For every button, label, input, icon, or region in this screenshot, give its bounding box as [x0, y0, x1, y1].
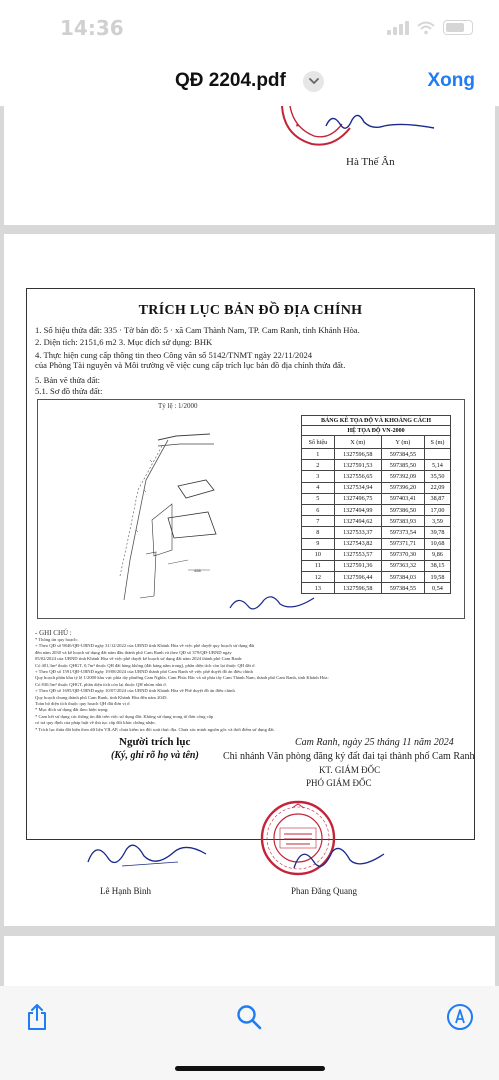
cell: 597385,50	[381, 460, 424, 471]
note-line: * Mục đích sử dụng đất theo hiện trạng:	[35, 707, 109, 713]
cell: 597384,55	[381, 449, 424, 460]
svg-text:✦: ✦	[293, 122, 301, 131]
document-title[interactable]: QĐ 2204.pdf	[175, 70, 286, 91]
pdf-page-previous[interactable]	[4, 106, 495, 225]
table-row	[302, 460, 451, 471]
share-icon	[25, 1003, 49, 1031]
table-subtitle: HỆ TỌA ĐỘ VN-2000	[302, 426, 451, 436]
cell: 1327553,57	[334, 549, 381, 560]
cell: 11	[302, 560, 335, 571]
deputy-director-name: Phan Đăng Quang	[291, 886, 357, 896]
notes-heading: - GHI CHÚ :	[35, 629, 72, 637]
status-icons	[387, 20, 473, 35]
signal-icon	[387, 21, 409, 35]
cell: 3	[302, 471, 335, 482]
signature-icon	[290, 838, 390, 882]
table-row	[302, 538, 451, 549]
note-line: Quy hoạch chung thành phố Cam Ranh, tỉnh Khánh Hòa đến năm 2045:	[35, 694, 168, 700]
kt-line: KT. GIÁM ĐỐC	[319, 765, 381, 775]
pdf-page-current[interactable]	[4, 234, 495, 926]
info-line: 1. Số hiệu thửa đất: 335 · Tờ bản đồ: 5 · xã Cam Thành Nam, TP. Cam Ranh, tỉnh Khánh Hòa.	[35, 325, 360, 335]
cell: 2	[302, 460, 335, 471]
cell: 0,54	[424, 583, 450, 594]
preparer-title: Người trích lục	[119, 736, 191, 748]
wifi-icon	[417, 21, 435, 35]
note-line: Quy hoạch phân khu tỷ lệ 1/2000 khu vực phía tây phường Cam Nghĩa, Cam Phúc Bắc và xã phía tây Cam Thành Nam, thành phố Cam Ranh, tỉnh Khánh Hòa:	[35, 675, 329, 681]
cell: 3,59	[424, 516, 450, 527]
parcel-map-drawing	[38, 400, 308, 618]
cell: 38,15	[424, 560, 450, 571]
status-time: 14:36	[60, 16, 124, 40]
info-line: 5.1. Sơ đồ thửa đất:	[35, 386, 103, 396]
note-line: Có 401,3m² thuộc QHGT, 0,7m² thuộc QH đất hàng không (đất bảng nằm trong), phần diện tích còn lại thuộc QH đất ở.	[35, 662, 256, 668]
signature-icon	[82, 832, 212, 876]
note-line: + Theo QĐ số 1591/QĐ-UBND ngày 19/08/2024 của UBND thành phố Cam Ranh về việc phê duyệt đồ án điều chỉnh	[35, 669, 253, 675]
date-line: Cam Ranh, ngày 25 tháng 11 năm 2024	[295, 737, 454, 748]
coordinate-table	[301, 415, 451, 594]
cell: 5	[302, 493, 335, 504]
note-line: 05/02/2024 của UBND tỉnh Khánh Hòa về việc phê duyệt kế hoạch sử dụng đất năm 2024 thành phố Cam Ranh:	[35, 656, 243, 662]
table-row	[302, 549, 451, 560]
cell: 597370,30	[381, 549, 424, 560]
signer-name: Hà Thế Ân	[346, 156, 395, 168]
note-line: có trả quy định của pháp luật về thủ tục cấp đổi khác chứng nhận.	[35, 720, 156, 726]
cell: 1327596,58	[334, 583, 381, 594]
table-row	[302, 449, 451, 460]
info-line: của Phòng Tài nguyên và Môi trường về việc cung cấp trích lục bản đồ địa chính thửa đất.	[35, 360, 346, 370]
svg-text:458: 458	[194, 568, 201, 573]
branch-line: Chi nhánh Văn phòng đăng ký đất đai tại thành phố Cam Ranh	[223, 751, 475, 762]
column-header: Số hiệu	[302, 436, 335, 449]
info-line: 2. Diện tích: 2151,6 m2 3. Mục đích sử dụng: BHK	[35, 337, 213, 347]
markup-icon	[446, 1003, 474, 1031]
cell: 1327496,75	[334, 493, 381, 504]
cell: 6	[302, 504, 335, 515]
cell: 22,09	[424, 482, 450, 493]
cadastral-extract-frame	[26, 288, 475, 840]
preparer-note: (Ký, ghi rõ họ và tên)	[111, 750, 199, 761]
note-line: * Thông tin quy hoạch:	[35, 637, 78, 642]
cell: 1327591,53	[334, 460, 381, 471]
cell: 38,87	[424, 493, 450, 504]
cell: 1327494,99	[334, 504, 381, 515]
cell: 4	[302, 482, 335, 493]
share-button[interactable]	[20, 1000, 54, 1034]
cell: 597386,50	[381, 504, 424, 515]
cell: 597384,55	[381, 583, 424, 594]
cell: 12	[302, 572, 335, 583]
table-row	[302, 516, 451, 527]
cell: 9	[302, 538, 335, 549]
cell: 7	[302, 516, 335, 527]
note-line: + Theo QĐ số 9840/QĐ-UBND ngày 31/12/2022 của UBND tỉnh Khánh Hòa về việc phê duyệt quy hoạch sử dụng đất	[35, 643, 255, 649]
table-title: BẢNG KÊ TỌA ĐỘ VÀ KHOẢNG CÁCH	[302, 416, 451, 426]
cell: 1327596,44	[334, 572, 381, 583]
cell: 597384,03	[381, 572, 424, 583]
search-button[interactable]	[232, 1000, 266, 1034]
cell: 597363,32	[381, 560, 424, 571]
table-row	[302, 560, 451, 571]
note-line: Có 830,5m² thuộc QHGT, phần diện tích còn lại thuộc QH nhóm nhà ở.	[35, 681, 167, 687]
note-line: Toàn bộ diện tích thuộc quy hoạch QH đất đơn vị ở.	[35, 701, 131, 707]
cell: 1	[302, 449, 335, 460]
note-line: đến năm 2030 và kế hoạch sử dụng đất năm đầu thành phố Cam Ranh và theo QĐ số 379/QĐ-UBND ngày	[35, 649, 232, 655]
cell: 5,14	[424, 460, 450, 471]
cell: 9,86	[424, 549, 450, 560]
pdf-page-next[interactable]	[4, 936, 495, 986]
cell: 8	[302, 527, 335, 538]
markup-button[interactable]	[443, 1000, 477, 1034]
cell: 597392,09	[381, 471, 424, 482]
cell	[424, 449, 450, 460]
info-line: 4. Thực hiện cung cấp thông tin theo Công văn số 5142/TNMT ngày 22/11/2024	[35, 350, 313, 360]
cell: 1327494,62	[334, 516, 381, 527]
cell: 1327533,37	[334, 527, 381, 538]
cell: 597371,71	[381, 538, 424, 549]
cell: 597373,54	[381, 527, 424, 538]
document-heading: TRÍCH LỤC BẢN ĐỒ ĐỊA CHÍNH	[138, 303, 363, 318]
column-header: S (m)	[424, 436, 450, 449]
cell: 10	[302, 549, 335, 560]
chevron-down-icon[interactable]	[303, 71, 324, 92]
nav-bar	[0, 56, 499, 107]
cell: 35,50	[424, 471, 450, 482]
cell: 1327534,94	[334, 482, 381, 493]
cell: 597383,93	[381, 516, 424, 527]
table-row	[302, 471, 451, 482]
cell: 1327596,58	[334, 449, 381, 460]
notes-block	[35, 629, 467, 733]
preparer-name: Lê Hạnh Bình	[100, 886, 151, 896]
deputy-director-line: PHÓ GIÁM ĐỐC	[306, 778, 372, 788]
signature-icon	[322, 108, 442, 138]
cell: 17,00	[424, 504, 450, 515]
battery-icon	[443, 20, 473, 35]
cell: 597403,41	[381, 493, 424, 504]
cell: 39,78	[424, 527, 450, 538]
note-line: + Theo QĐ số 1695/QĐ-UBND ngày 10/07/2024 của UBND tỉnh Khánh Hòa về Phê duyệt đồ án điều chỉnh	[35, 688, 235, 694]
home-indicator[interactable]	[175, 1066, 325, 1071]
cell: 1327543,82	[334, 538, 381, 549]
cell: 1327556,65	[334, 471, 381, 482]
scale-label: Tỷ lệ : 1/2000	[158, 402, 198, 410]
table-row	[302, 527, 451, 538]
info-line: 5. Bản vẽ thửa đất:	[35, 375, 101, 385]
cell: 10,68	[424, 538, 450, 549]
cell: 13	[302, 583, 335, 594]
column-header: X (m)	[334, 436, 381, 449]
note-line: * Trích lục thửa đất hiện theo dữ liệu VILAP, chưa kiểm tra đối soát thực địa. Chưa xác minh nguồn gốc và thời điểm sử dụng đất.	[35, 726, 275, 732]
table-row	[302, 583, 451, 594]
note-line: * Cam kết sử dụng các thông tin đất trên việc sử dụng đất: Không sử dụng trong tờ đơn công cấp	[35, 713, 214, 719]
search-icon	[236, 1004, 262, 1030]
table-row	[302, 504, 451, 515]
table-row	[302, 482, 451, 493]
column-header: Y (m)	[381, 436, 424, 449]
cell: 1327591,36	[334, 560, 381, 571]
done-button[interactable]: Xong	[427, 70, 475, 91]
table-row	[302, 493, 451, 504]
status-bar	[0, 0, 499, 56]
cell: 19,58	[424, 572, 450, 583]
cell: 597396,20	[381, 482, 424, 493]
table-row	[302, 572, 451, 583]
